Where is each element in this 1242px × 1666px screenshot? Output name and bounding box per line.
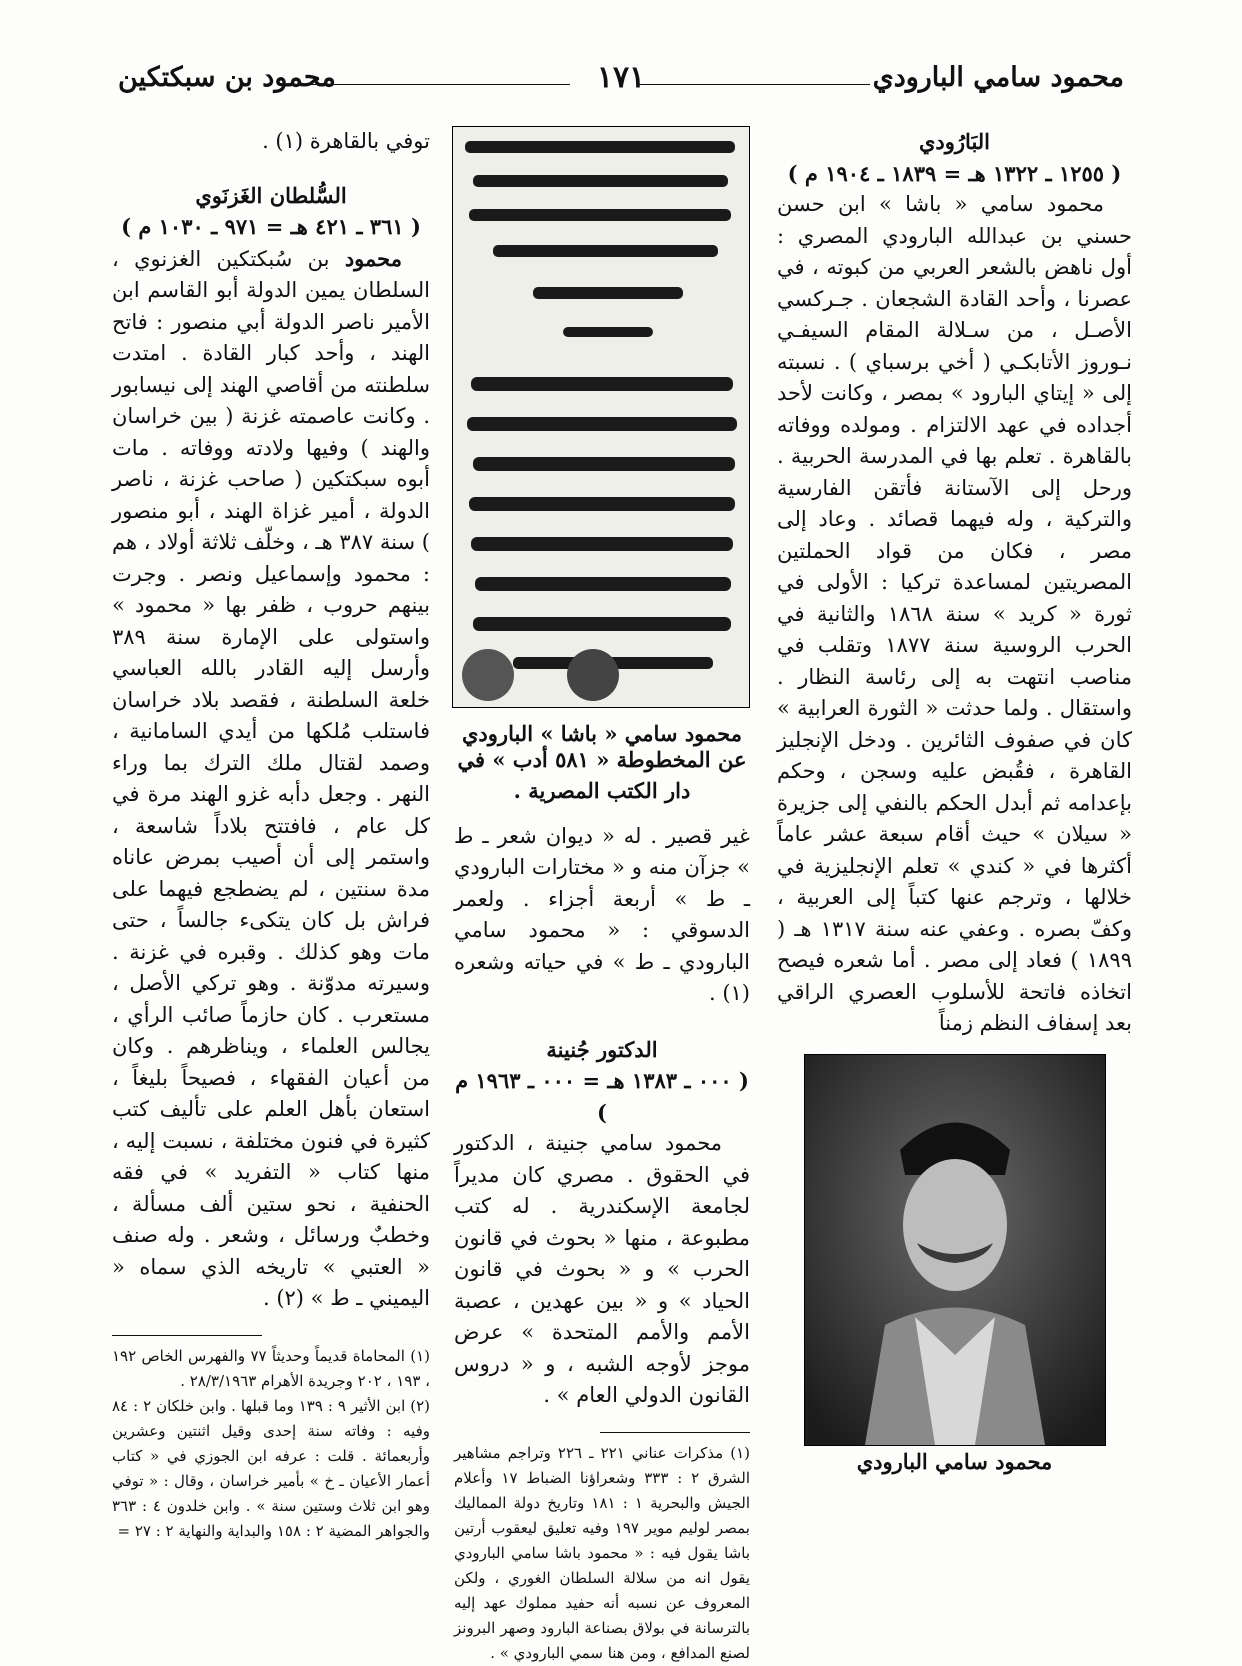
manuscript-image — [452, 126, 750, 708]
manuscript-scan — [453, 127, 749, 707]
middle-column — [454, 126, 750, 1666]
portrait-image — [805, 1055, 1105, 1445]
entry-title-ghaznawi: السُّلطان الغَزنَوي — [195, 182, 347, 208]
entry-dates-ghaznawi: ( ٣٦١ ـ ٤٢١ هـ = ٩٧١ ـ ١٠٣٠ م ) — [121, 214, 421, 239]
page-number: ١٧١ — [596, 60, 646, 95]
entry-body-barudi-continued: غير قصير . له « ديوان شعر ـ ط » جزآن منه و « مختارات البارودي ـ ط » أربعة أجزاء . ولعمر الدسوقي : « محمود سامي البارودي ـ ط » في حياته وشعره (١) . — [454, 823, 750, 1005]
footnote-left-2: (٢) ابن الأثير ٩ : ١٣٩ وما قبلها . وابن خلكان ٢ : ٨٤ وفيه : وفاته سنة إحدى وقيل اثنتين وعشرين وأربعمائة . قلت : عرفه ابن الجوزي في « كتاب أعمار الأعيان ـ خ » بأمير خراسان ، وقال : « توفي وهو ابن ثلاث وستين سنة » . وابن خلدون ٤ : ٣٦٣ والجواهر المضية ٢ : ١٥٨ والبداية والنهاية ٢ : ٢٧ = — [112, 1396, 430, 1540]
entry-body-ghaznawi-text: بن سُبكتكين الغزنوي ، السلطان يمين الدولة أبو القاسم ابن الأمير ناصر الدولة أبي منصور : فاتح الهند ، وأحد كبار القادة . امتدت سلطنته من أقاصي الهند إلى نيسابور . وكانت عاصمته غزنة ( بين خراسان والهند ) وفيها ولادته ووفاته . مات أبوه سبكتكين ( صاحب غزنة ، ناصر الدولة ، أمير غزاة الهند ، أبو منصور ) سنة ٣٨٧ هـ ، وخلّف ثلاثة أولاد ، هم : محمود وإسماعيل ونصر . وجرت بينهم حروب ، ظفر بها « محمود » واستولى على الإمارة سنة ٣٨٩ وأرسل إليه القادر بالله العباسي خلعة السلطنة ، فقصد بلاد خراسان فاستلب مُلكها من أيدي السامانية ، وصمد لقتال ملك الترك بما وراء النهر . وجعل دأبه غزو الهند مرة في كل عام ، فافتتح بلاداً شاسعة ، واستمر إلى أن أصيب بمرض عاناه مدة سنتين ، لم يضطجع فيهما على فراش بل كان يتكىء جالساً ، حتى مات وهو كذلك . وقبره في غزنة . وسيرته مدوّنة . وهو تركي الأصل ، مستعرب . كان حازماً صائب الرأي ، يجالس العلماء ، ويناظرهم . وكان من أعيان الفقهاء ، فصيحاً بليغاً ، استعان بأهل العلم على تأليف كتب كثيرة في فنون مختلفة ، نسبت إليه ، منها كتاب « التفريد » في فقه الحنفية ، نحو ستين ألف مسألة ، وخطبٌ ورسائل ، وشعر . وله صنف « العتبي » تاريخه الذي سماه « اليميني ـ ط » (٢) . — [112, 246, 430, 1310]
footnote-rule-left — [112, 1335, 262, 1336]
header-rule-left — [298, 84, 570, 85]
intro-line: توفي بالقاهرة (١) . — [262, 129, 430, 153]
manuscript-caption-title: محمود سامي « باشا » البارودي — [462, 721, 742, 746]
footnote-rule-middle — [600, 1432, 750, 1433]
running-head-right: محمود سامي البارودي — [872, 62, 1124, 93]
right-column — [777, 126, 1132, 1477]
left-column — [112, 126, 430, 1544]
footnote-left-1: (١) المحاماة قديماً وحديثاً ٧٧ والفهرس الخاص ١٩٢ ، ١٩٣ ، ٢٠٢ وجريدة الأهرام ٢٨/٣/١٩٦٣ . — [112, 1346, 430, 1390]
entry-body-barudi: محمود سامي « باشا » ابن حسن حسني بن عبدالله البارودي المصري : أول ناهض بالشعر العربي من كبوته ، في عصرنا ، وأحد القادة الشجعان . جـركسي الأصـل ، من سـلالة المقام السيفـي نـوروز الأتابكـي ( أخي برسباي ) . نسبته إلى « إيتاي البارود » بمصر ، وكانت لأحد أجداده في عهد الالتزام . ومولده ووفاته بالقاهرة . تعلم بها في المدرسة الحربية . ورحل إلى الآستانة فأتقن الفارسية والتركية ، وله فيهما قصائد . وعاد إلى مصر ، فكان من قواد الحملتين المصريتين لمساعدة تركيا : الأولى في ثورة « كريد » سنة ١٨٦٨ والثانية في الحرب الروسية سنة ١٨٧٧ وتقلب في مناصب انتهت به إلى رئاسة النظار . واستقال . ولما حدثت « الثورة العرابية » كان في صفوف الثائرين . ودخل الإنجليز القاهرة ، فقُبض عليه وسجن ، وحكم بإعدامه ثم أبدل الحكم بالنفي إلى جزيرة « سيلان » حيث أقام سبعة عشر عاماً أكثرها في « كندي » تعلم الإنجليزية في خلالها ، وترجم عنها كتباً إلى العربية ، وكفّ بصره . وعفي عنه سنة ١٣١٧ هـ ( ١٨٩٩ ) فعاد إلى مصر . أما شعره فيصح اتخاذه فاتحة للأسلوب العصري الراقي بعد إسفاف النظم زمناً — [777, 192, 1132, 1035]
footnote-middle: (١) مذكرات عناني ٢٢١ ـ ٢٢٦ وتراجم مشاهير الشرق ٢ : ٣٣٣ وشعراؤنا الضباط ١٧ وأعلام الجيش والبحرية ١ : ١٨١ وتاريخ دولة المماليك بمصر لوليم موير ١٩٧ وفيه تعليق ليعقوب أرتين باشا يقول فيه : « محمود باشا سامي البارودي يقول انه من سلالة السلطان الغوري ، ولكن المعروف عن نسبه أنه حفيد مملوك عهد إليه بالترسانة في بولاق بصناعة البارود وصهر البرونز لصنع المدافع ، ومن هنا سمي البارودي » . — [454, 1443, 751, 1662]
portrait-photo-barudi — [804, 1054, 1106, 1446]
entry-lead-word: محمود — [344, 245, 402, 271]
entry-body-ghaznawi — [112, 243, 430, 1315]
portrait-caption: محمود سامي البارودي — [856, 1448, 1053, 1474]
running-head-left: محمود بن سبكتكين — [118, 62, 336, 93]
entry-dates-barudi: ( ١٢٥٥ ـ ١٣٢٢ هـ = ١٨٣٩ ـ ١٩٠٤ م ) — [787, 160, 1122, 186]
entry-title-junaina: الدكتور جُنينة — [546, 1036, 658, 1062]
entry-title-barudi: البَارُودي — [918, 129, 991, 154]
header-rule-right — [638, 84, 870, 85]
entry-dates-junaina: ( ٠٠٠ ـ ١٣٨٣ هـ = ٠٠٠ ـ ١٩٦٣ م ) — [455, 1068, 749, 1125]
entry-body-junaina: محمود سامي جنينة ، الدكتور في الحقوق . مصري كان مديراً لجامعة الإسكندرية . له كتب مطبوعة ، منها « بحوث في قانون الحرب » و « بحوث في قانون الحياد » و « بين عهدين ، عصبة الأمم والأمم المتحدة » عرض موجز لأوجه الشبه ، و « دروس القانون الدولي العام » . — [454, 1131, 750, 1407]
manuscript-caption-source: عن المخطوطة « ٥٨١ أدب » في دار الكتب المصرية . — [457, 746, 747, 803]
